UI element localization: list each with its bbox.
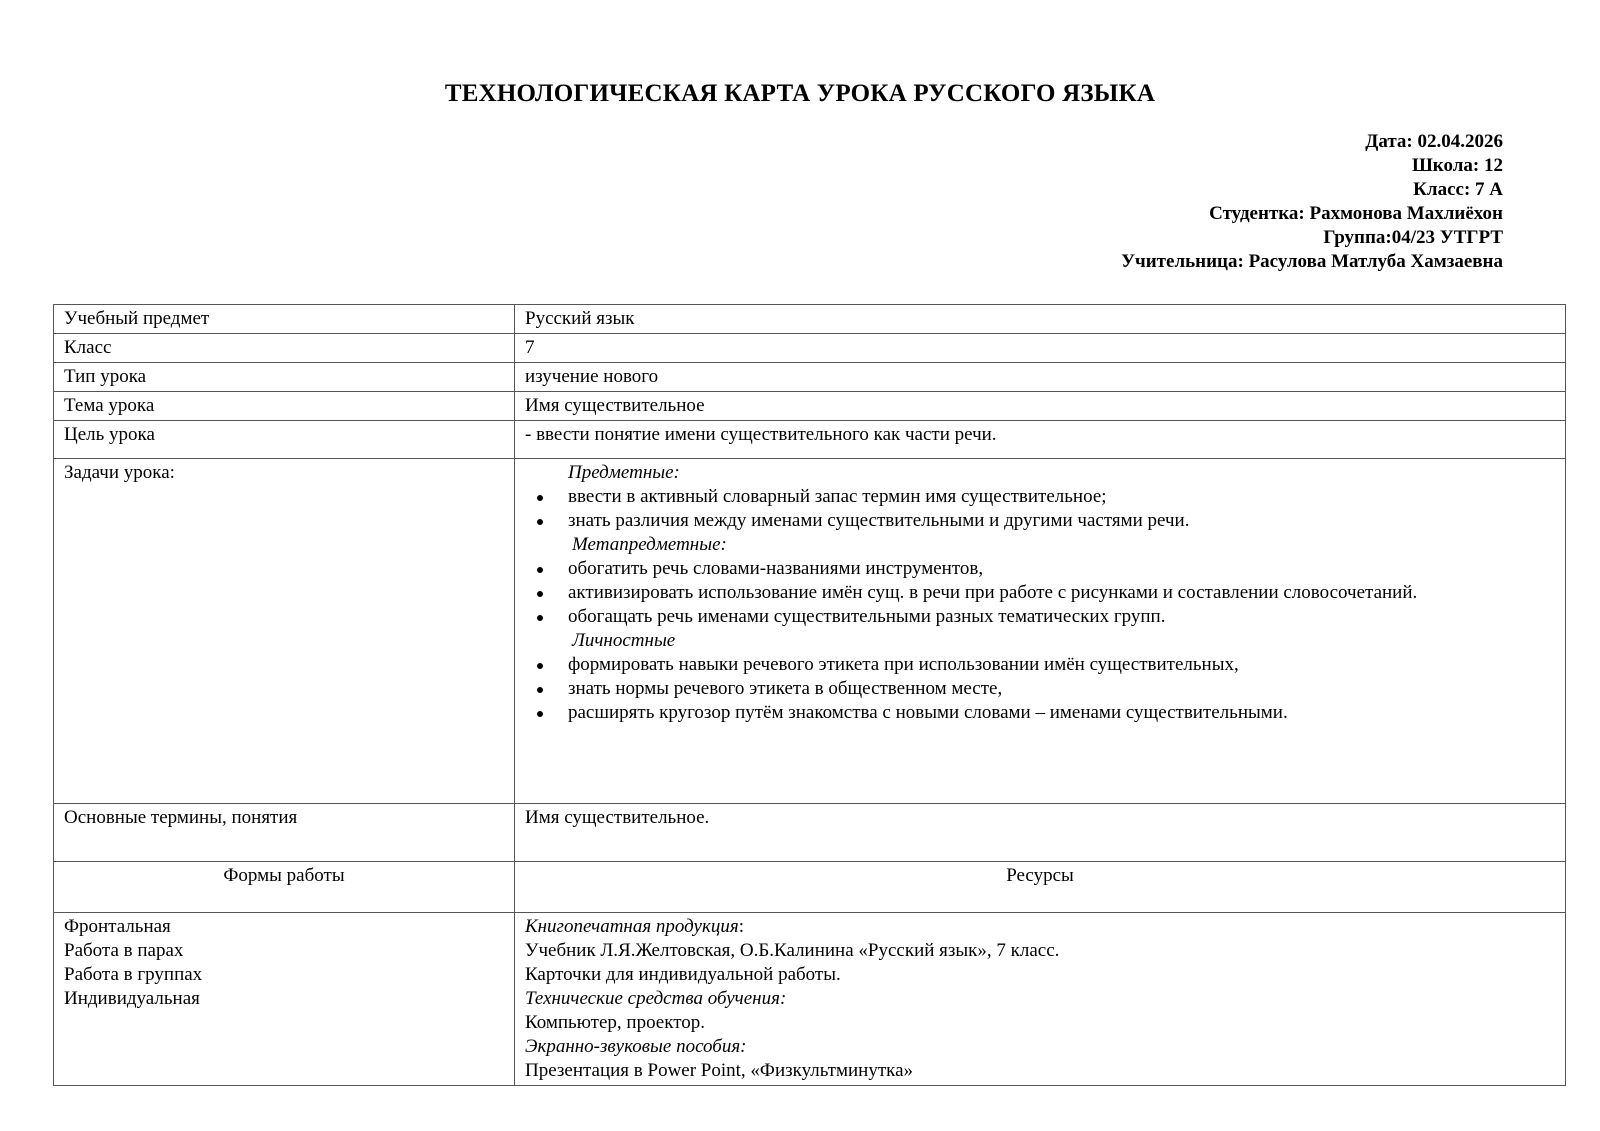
column-header-forms: Формы работы bbox=[54, 862, 515, 913]
resource-heading-colon: : bbox=[738, 916, 744, 937]
list-item: обогатить речь словами-названиями инструментов, bbox=[525, 557, 1555, 581]
row-value: - ввести понятие имени существительного как части речи. bbox=[515, 421, 1566, 459]
lesson-meta bbox=[1121, 130, 1503, 274]
lesson-card-table bbox=[53, 304, 1566, 1086]
list-item: Презентация в Power Point, «Физкультминутка» bbox=[525, 1060, 914, 1081]
page-title: ТЕХНОЛОГИЧЕСКАЯ КАРТА УРОКА РУССКОГО ЯЗЫКА bbox=[444, 80, 1156, 107]
resource-heading-print-text: Книгопечатная продукция bbox=[525, 916, 739, 937]
tasks-cell bbox=[515, 459, 1566, 804]
table-row-subject bbox=[54, 305, 1566, 334]
tasks-group-title: Метапредметные: bbox=[572, 534, 727, 555]
list-item: Работа в группах bbox=[64, 964, 203, 985]
row-label: Тема урока bbox=[54, 392, 515, 421]
list-item: знать нормы речевого этикета в общественном месте, bbox=[525, 677, 1555, 701]
row-label: Учебный предмет bbox=[54, 305, 515, 334]
table-row-topic bbox=[54, 392, 1566, 421]
list-item: Индивидуальная bbox=[64, 988, 200, 1009]
list-item: Компьютер, проектор. bbox=[525, 1012, 706, 1033]
row-label: Задачи урока: bbox=[54, 459, 515, 804]
row-value: 7 bbox=[515, 334, 1566, 363]
row-value: изучение нового bbox=[515, 363, 1566, 392]
list-item: формировать навыки речевого этикета при использовании имён существительных, bbox=[525, 653, 1555, 677]
meta-group: Группа:04/23 УТГРТ bbox=[1323, 227, 1503, 248]
tasks-list bbox=[525, 557, 1555, 629]
table-row-terms bbox=[54, 804, 1566, 862]
resource-heading-print bbox=[525, 915, 1555, 939]
list-item: Фронтальная bbox=[64, 916, 171, 937]
row-value: Имя существительное bbox=[515, 392, 1566, 421]
list-item: знать различия между именами существительными и другими частями речи. bbox=[525, 509, 1555, 533]
tasks-group-title: Предметные: bbox=[568, 462, 680, 483]
meta-date: Дата: 02.04.2026 bbox=[1365, 131, 1503, 152]
resource-heading-av: Экранно-звуковые пособия: bbox=[525, 1036, 747, 1057]
table-row-tasks bbox=[54, 459, 1566, 804]
row-value: Русский язык bbox=[515, 305, 1566, 334]
forms-cell bbox=[54, 913, 515, 1086]
meta-school: Школа: 12 bbox=[1411, 155, 1503, 176]
list-item: Учебник Л.Я.Желтовская, О.Б.Калинина «Русский язык», 7 класс. bbox=[525, 940, 1060, 961]
meta-class: Класс: 7 А bbox=[1413, 179, 1503, 200]
list-item: Работа в парах bbox=[64, 940, 184, 961]
list-item: ввести в активный словарный запас термин имя существительное; bbox=[525, 485, 1555, 509]
table-row-forms-resources bbox=[54, 913, 1566, 1086]
row-label: Цель урока bbox=[54, 421, 515, 459]
table-row-headers bbox=[54, 862, 1566, 913]
row-label: Основные термины, понятия bbox=[54, 804, 515, 862]
meta-teacher: Учительница: Расулова Матлуба Хамзаевна bbox=[1121, 251, 1503, 272]
resource-heading-tech: Технические средства обучения: bbox=[525, 988, 787, 1009]
tasks-group-title: Личностные bbox=[572, 630, 676, 651]
row-value: Имя существительное. bbox=[515, 804, 1566, 862]
column-header-resources: Ресурсы bbox=[515, 862, 1566, 913]
list-item: активизировать использование имён сущ. в речи при работе с рисунками и составлении словосочетаний. bbox=[525, 581, 1555, 605]
row-label: Тип урока bbox=[54, 363, 515, 392]
meta-student: Студентка: Рахмонова Махлиёхон bbox=[1209, 203, 1503, 224]
tasks-list bbox=[525, 485, 1555, 533]
tasks-list bbox=[525, 653, 1555, 725]
list-item: обогащать речь именами существительными разных тематических групп. bbox=[525, 605, 1555, 629]
list-item: Карточки для индивидуальной работы. bbox=[525, 964, 841, 985]
table-row-grade bbox=[54, 334, 1566, 363]
table-row-lesson-type bbox=[54, 363, 1566, 392]
resources-cell bbox=[515, 913, 1566, 1086]
list-item: расширять кругозор путём знакомства с новыми словами – именами существительными. bbox=[525, 701, 1555, 725]
row-label: Класс bbox=[54, 334, 515, 363]
table-row-goal bbox=[54, 421, 1566, 459]
